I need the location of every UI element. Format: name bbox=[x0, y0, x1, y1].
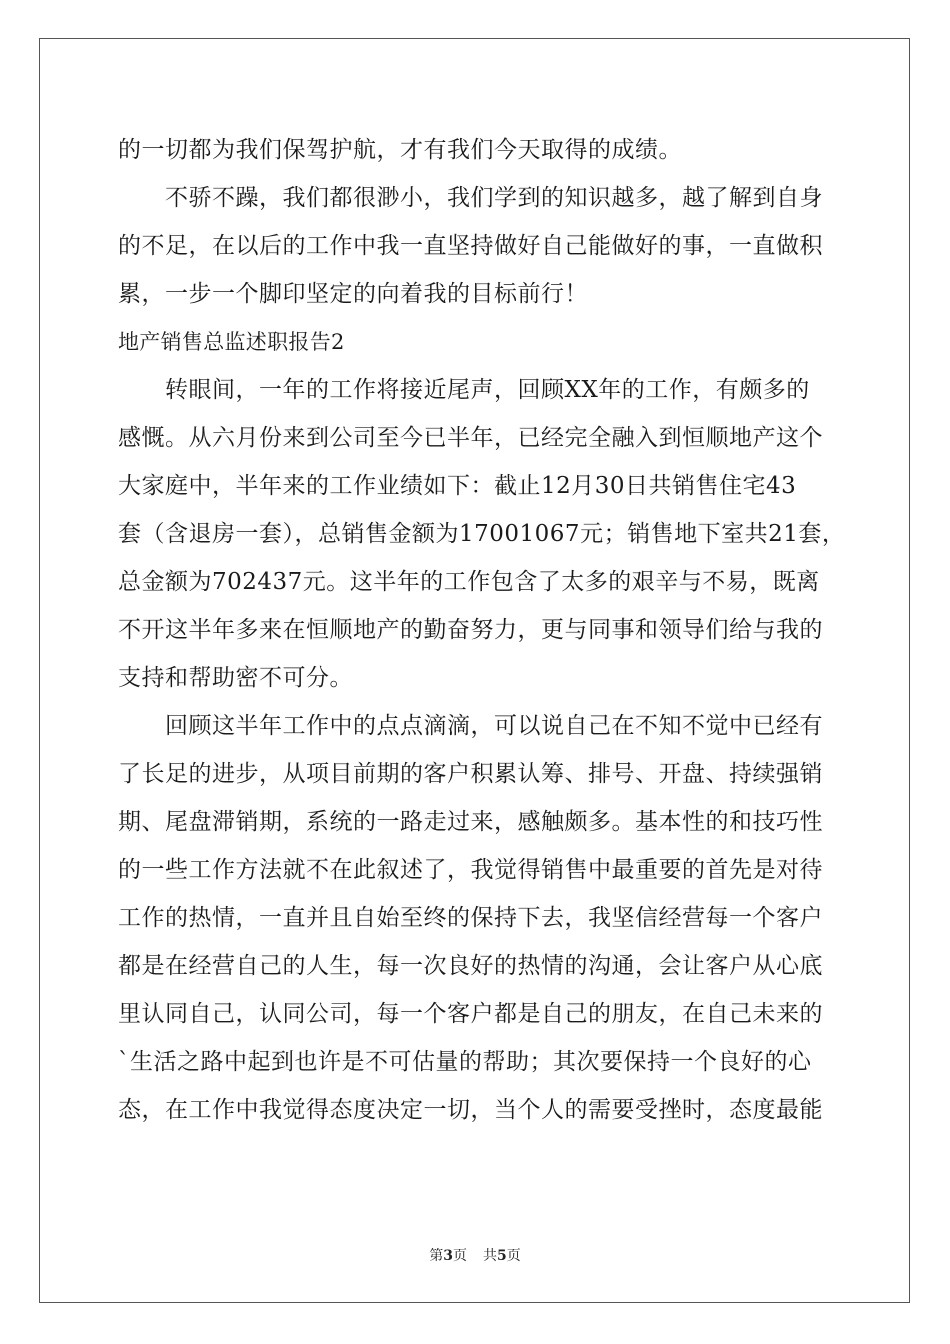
text-line: 转眼间，一年的工作将接近尾声，回顾XX年的工作，有颇多的 bbox=[118, 377, 810, 403]
text-line: 不开这半年多来在恒顺地产的勤奋努力，更与同事和领导们给与我的 bbox=[118, 617, 823, 643]
text-line: 工作的热情，一直并且自始至终的保持下去，我坚信经营每一个客户 bbox=[118, 905, 823, 931]
page-suffix: 页 bbox=[453, 1248, 467, 1264]
text-line: 不骄不躁，我们都很渺小，我们学到的知识越多，越了解到自身 bbox=[118, 185, 823, 211]
text-line: 大家庭中，半年来的工作业绩如下：截止12月30日共销售住宅43 bbox=[118, 473, 797, 499]
text-line: 都是在经营自己的人生，每一次良好的热情的沟通，会让客户从心底 bbox=[118, 953, 823, 979]
text-line: 回顾这半年工作中的点点滴滴，可以说自己在不知不觉中已经有 bbox=[118, 713, 823, 739]
text-line: 态，在工作中我觉得态度决定一切，当个人的需要受挫时，态度最能 bbox=[118, 1097, 823, 1123]
text-line: 的不足，在以后的工作中我一直坚持做好自己能做好的事，一直做积 bbox=[118, 233, 823, 259]
current-page-number: 3 bbox=[443, 1248, 453, 1264]
text-line: 累，一步一个脚印坚定的向着我的目标前行！ bbox=[118, 281, 588, 307]
text-line: 的一切都为我们保驾护航，才有我们今天取得的成绩。 bbox=[118, 137, 682, 163]
text-line: 支持和帮助密不可分。 bbox=[118, 665, 353, 691]
text-line: 感慨。从六月份来到公司至今已半年，已经完全融入到恒顺地产这个 bbox=[118, 425, 823, 451]
page-number-footer bbox=[0, 1245, 950, 1265]
text-line: `生活之路中起到也许是不可估量的帮助；其次要保持一个良好的心 bbox=[118, 1049, 812, 1075]
total-page-number: 5 bbox=[497, 1248, 507, 1264]
page-prefix: 第 bbox=[429, 1248, 444, 1264]
text-line: 里认同自己，认同公司，每一个客户都是自己的朋友，在自己未来的 bbox=[118, 1001, 823, 1027]
text-line: 期、尾盘滞销期，系统的一路走过来，感触颇多。基本性的和技巧性 bbox=[118, 809, 823, 835]
text-line: 套（含退房一套），总销售金额为17001067元；销售地下室共21套， bbox=[118, 521, 846, 547]
document-body bbox=[118, 126, 846, 1134]
text-line: 的一些工作方法就不在此叙述了，我觉得销售中最重要的首先是对待 bbox=[118, 857, 823, 883]
text-line: 了长足的进步，从项目前期的客户积累认筹、排号、开盘、持续强销 bbox=[118, 761, 823, 787]
section-title: 地产销售总监述职报告2 bbox=[118, 330, 345, 354]
total-prefix: 共 bbox=[483, 1248, 497, 1264]
total-suffix: 页 bbox=[506, 1248, 521, 1264]
text-line: 总金额为702437元。这半年的工作包含了太多的艰辛与不易，既离 bbox=[118, 569, 820, 595]
